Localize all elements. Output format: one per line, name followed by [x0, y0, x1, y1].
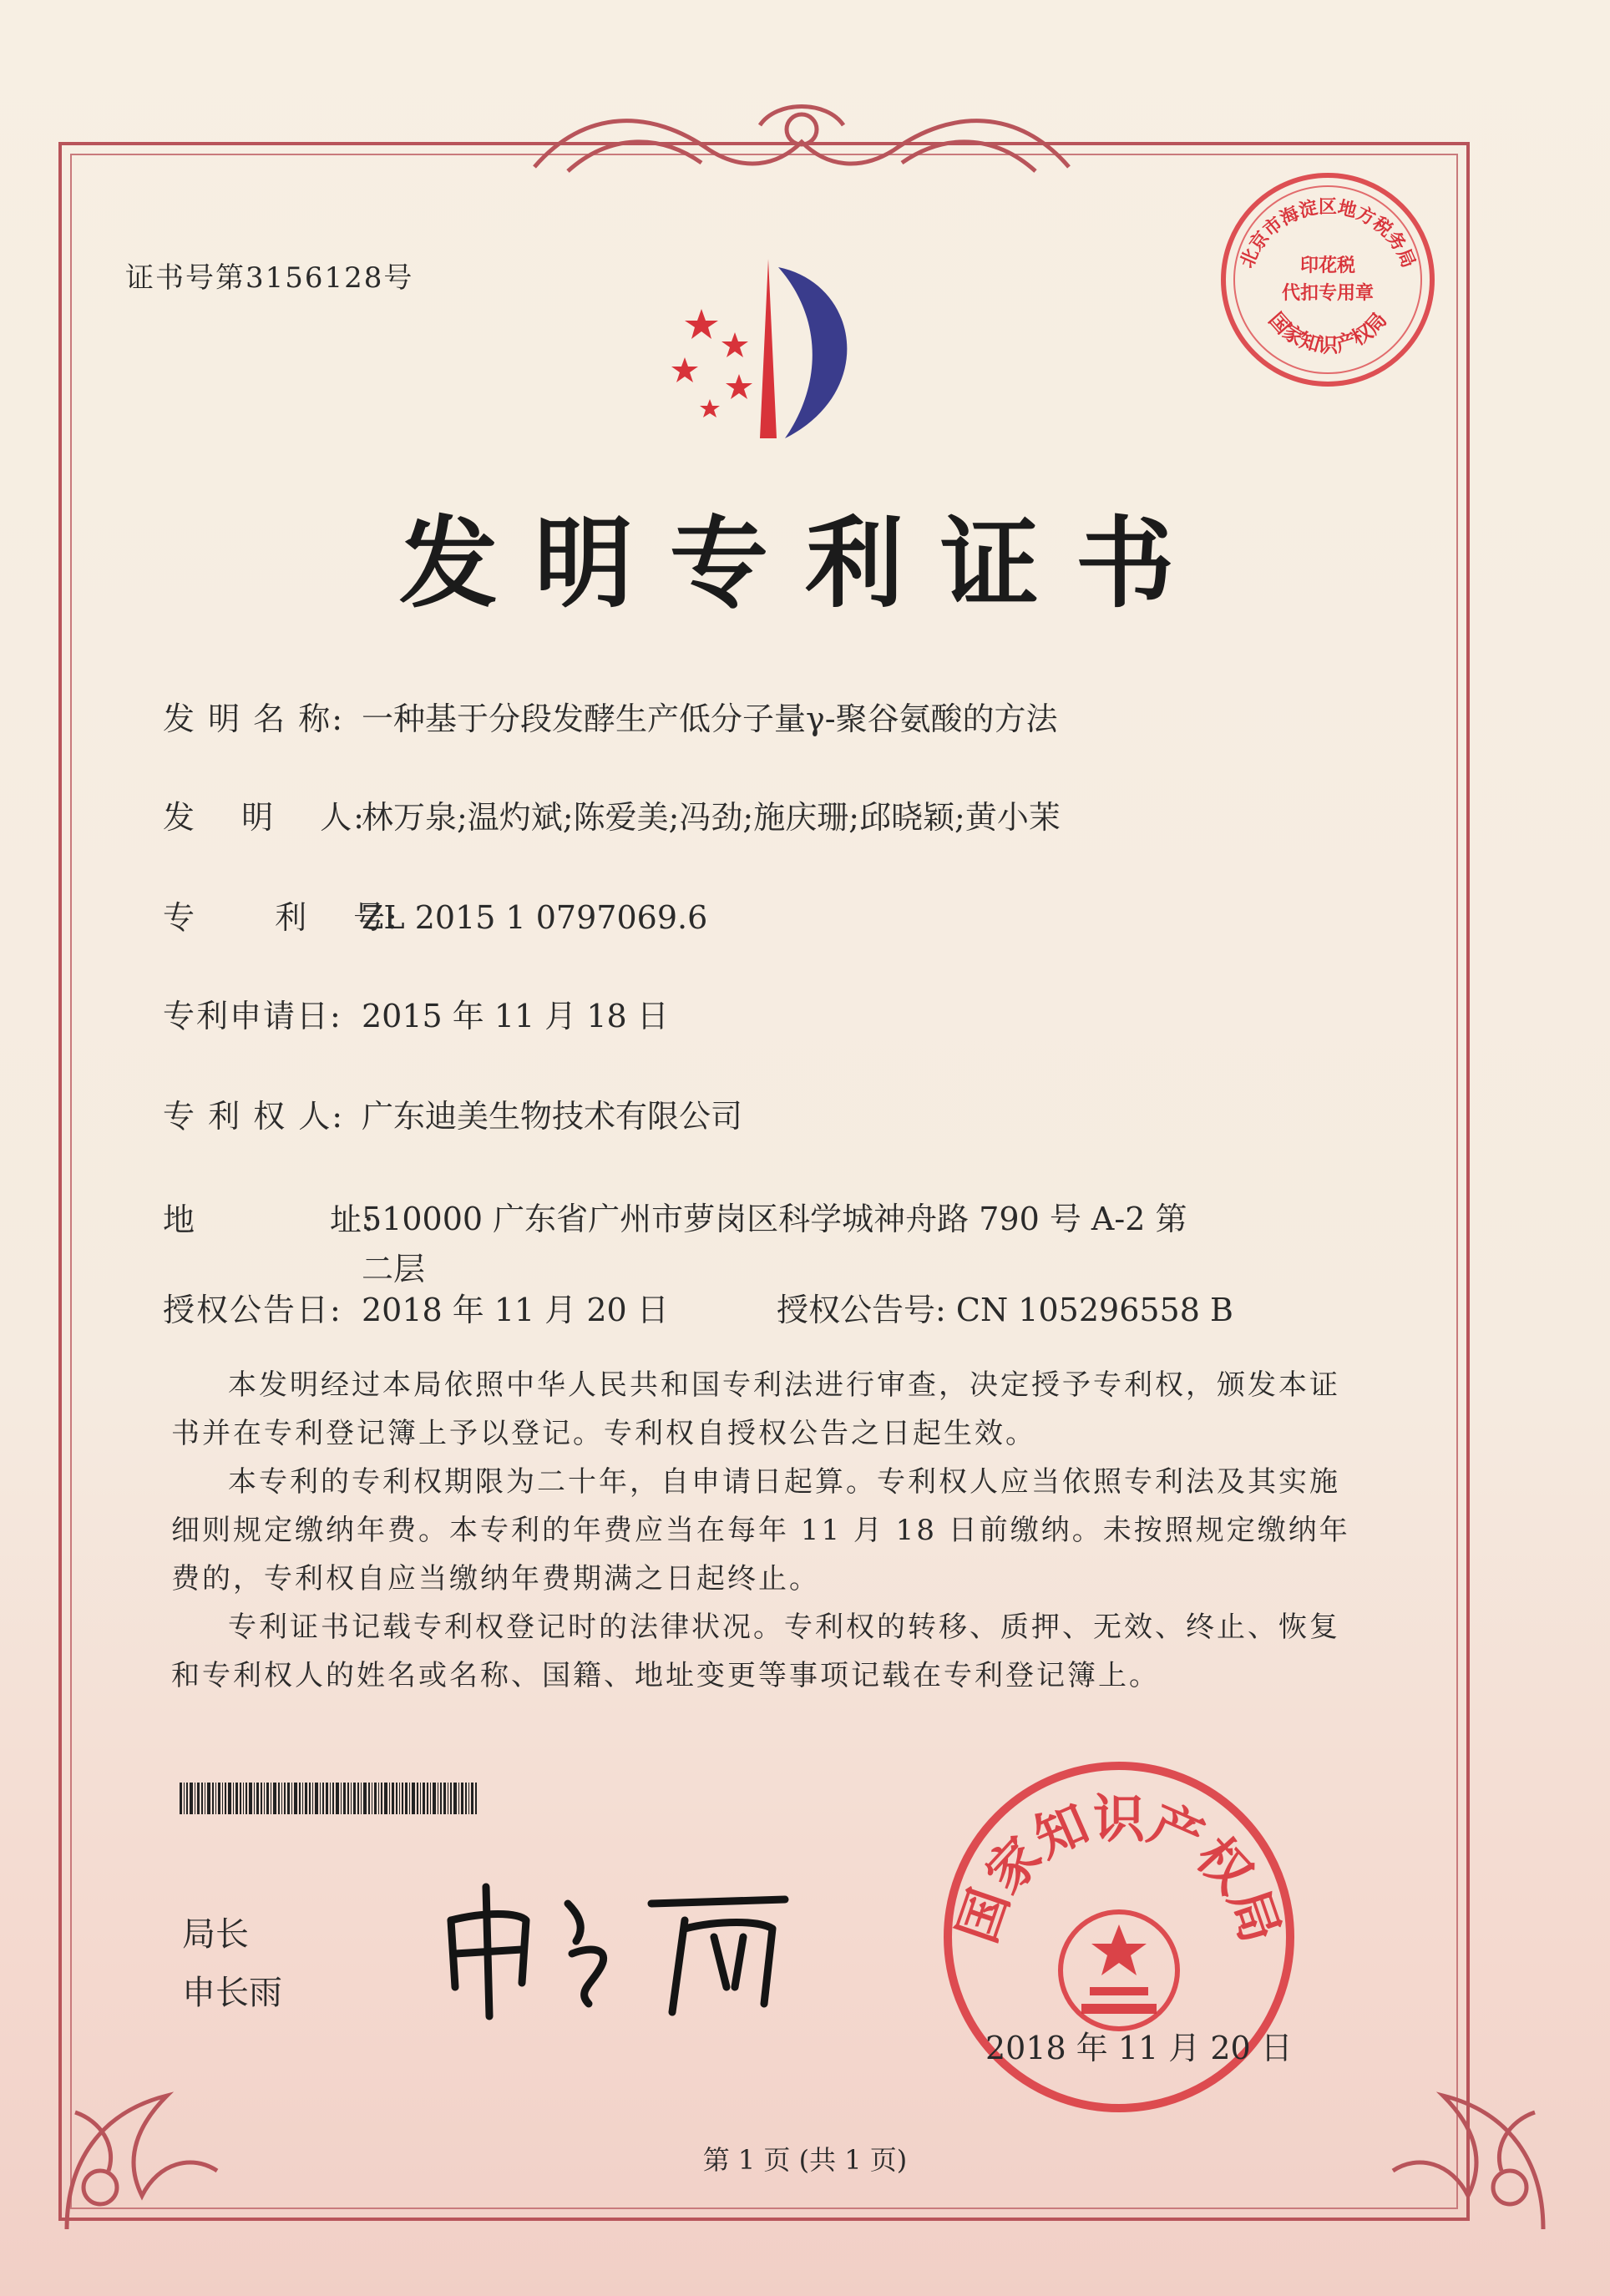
top-ornament [518, 92, 1086, 192]
field-address-value: 510000 广东省广州市萝岗区科学城神舟路 790 号 A-2 第二层 [362, 1201, 1187, 1287]
field-label: 授权公告日: [163, 1292, 342, 1328]
field-value: 林万泉;温灼斌;陈爱美;冯劲;施庆珊;邱晓颖;黄小茉 [362, 799, 1061, 836]
director-title: 局长 [182, 1915, 249, 1954]
svg-text:国家知识产权局: 国家知识产权局 [946, 1788, 1292, 1950]
field-value: 广东迪美生物技术有限公司 [362, 1098, 743, 1135]
certificate-number: 证书号第3156128号 [125, 261, 414, 295]
field-label: 授权公告号: [777, 1292, 946, 1328]
svg-text:北京市海淀区地方税务局: 北京市海淀区地方税务局 [1236, 196, 1420, 271]
field-label: 专利申请日: [163, 998, 342, 1034]
field-label: 发 明 人: [163, 799, 366, 836]
barcode [180, 1783, 593, 1814]
paragraph: 本专利的专利权期限为二十年，自申请日起算。专利权人应当依照专利法及其实施细则规定缴纳年费。本专利的年费应当在每年 11 月 18 日前缴纳。未按照规定缴纳年费的，专利权自应当缴纳年费期满之日起终止。 [171, 1465, 1350, 1596]
field-value: ZL 2015 1 0797069.6 [362, 899, 708, 936]
field-value: CN 105296558 B [955, 1292, 1233, 1328]
field-label: 专 利 权 人: [163, 1098, 345, 1135]
field-value: 2018 年 11 月 20 日 [362, 1292, 669, 1328]
paragraph: 专利证书记载专利权登记时的法律状况。专利权的转移、质押、无效、终止、恢复和专利权人的姓名或名称、国籍、地址变更等事项记载在专利登记簿上。 [171, 1611, 1340, 1692]
seal-date: 2018 年 11 月 20 日 [985, 2030, 1293, 2066]
field-label: 发 明 名 称: [163, 700, 345, 737]
field-invention-name [163, 693, 1058, 739]
patent-office-logo [643, 250, 894, 451]
field-value: 2015 年 11 月 18 日 [362, 998, 669, 1034]
certificate-title: 发明专利证书 [398, 505, 1211, 621]
legal-statement [171, 1361, 1365, 1700]
svg-text:国家知识产权局: 国家知识产权局 [1263, 307, 1392, 357]
field-grant-date [163, 1284, 669, 1330]
field-inventors [163, 791, 1061, 837]
director-signature [434, 1870, 802, 2020]
field-label: 地 址: [163, 1201, 376, 1238]
seal-inner-text-1: 印花税 [1299, 255, 1356, 276]
director-name: 申长雨 [182, 1974, 282, 2012]
field-value: 一种基于分段发酵生产低分子量γ-聚谷氨酸的方法 [362, 700, 1058, 737]
field-application-date [163, 990, 669, 1036]
field-address-label [163, 1194, 376, 1240]
field-patent-number [163, 892, 707, 938]
seal-inner-text-2: 代扣专用章 [1281, 282, 1375, 304]
stamp-duty-seal [1215, 167, 1440, 392]
field-label: 专 利 号: [163, 899, 399, 936]
page-footer: 第 1 页 (共 1 页) [702, 2144, 908, 2176]
paragraph: 本发明经过本局依照中华人民共和国专利法进行审查，决定授予专利权，颁发本证书并在专利登记簿上予以登记。专利权自授权公告之日起生效。 [171, 1368, 1340, 1450]
field-publication-number [777, 1284, 1233, 1330]
field-patentee [163, 1090, 742, 1136]
